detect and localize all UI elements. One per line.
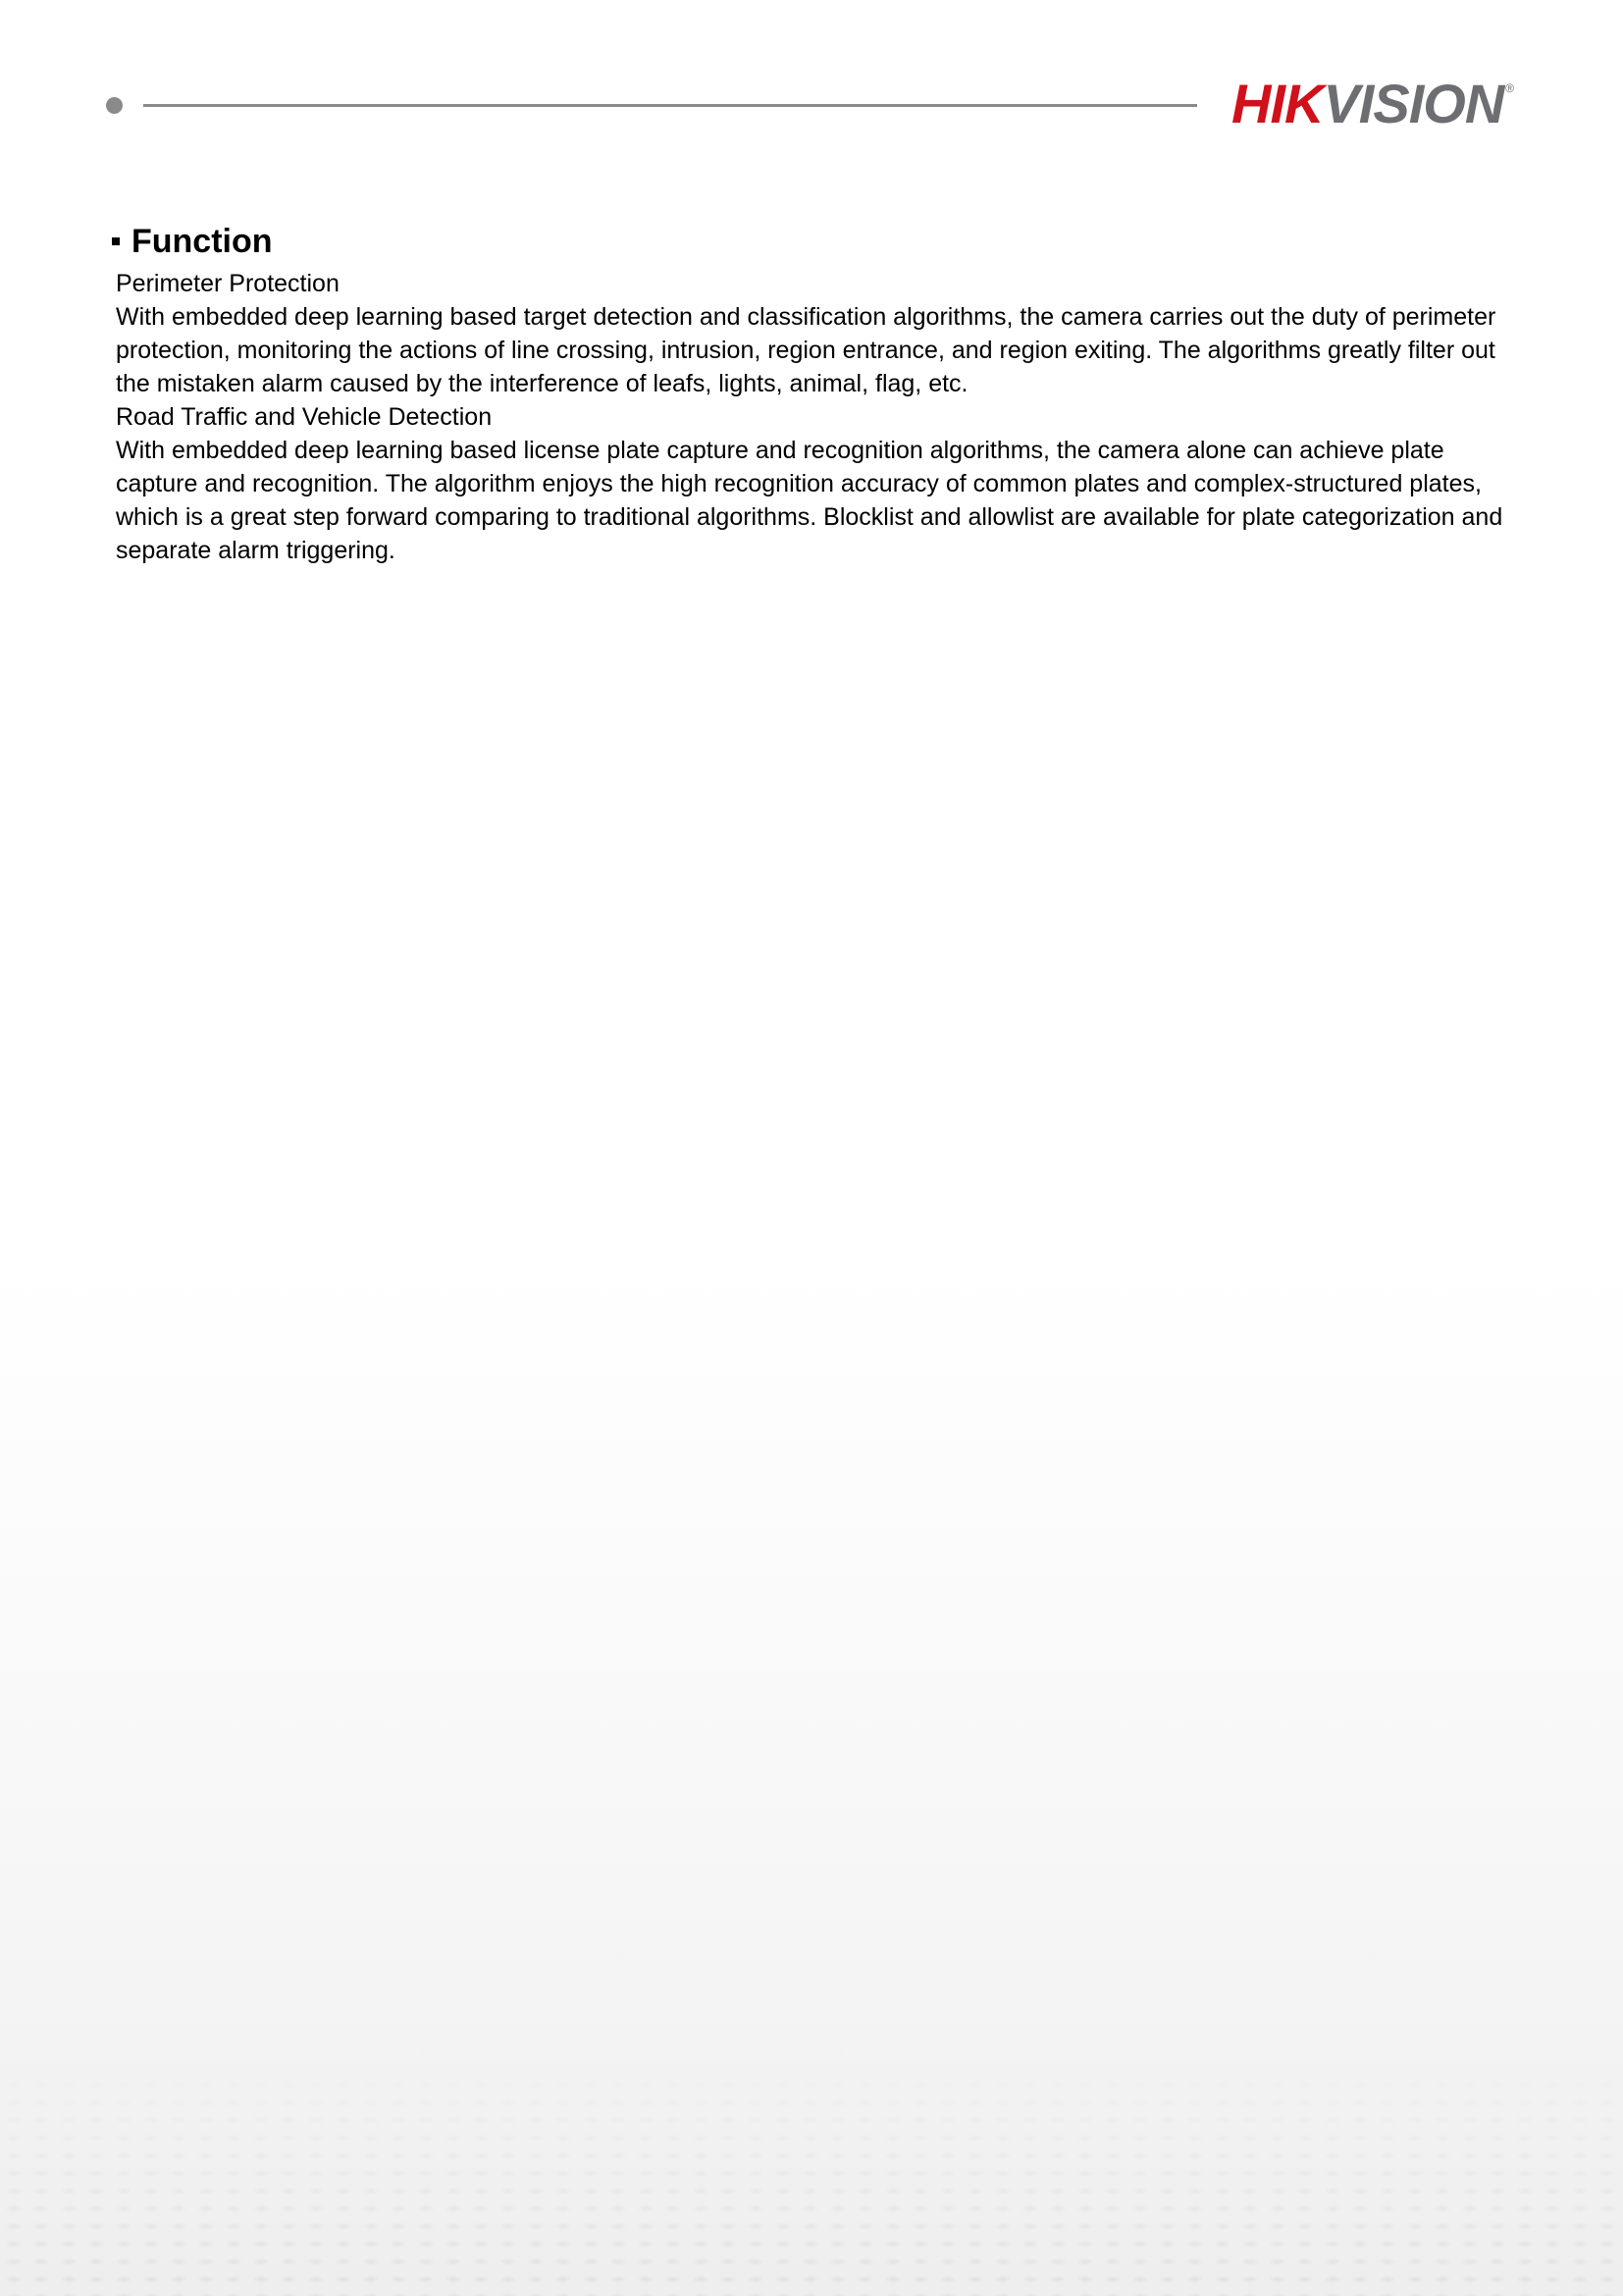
paragraph-perimeter: With embedded deep learning based target detection and classification algorithms, the camera carries out the duty of perimeter protection, monitoring the actions of line crossing, intrusion, region entrance, and region exiting. The algorithms greatly filter out the mistaken alarm caused by the interference of leafs, lights, animal, flag, etc. [116,303,1496,397]
header-rule [143,104,1197,107]
paragraph-road-traffic: With embedded deep learning based license plate capture and recognition algorithms, the camera alone can achieve plate capture and recognition. The algorithm enjoys the high recognition accuracy of common plates and complex-structured plates, which is a great step forward comparing to traditional algorithms. Blocklist and allowlist are available for plate categorization and separate alarm triggering. [116,437,1503,564]
square-bullet-icon [112,237,120,245]
logo-vision-text: VISION [1323,73,1504,134]
background-dot-pattern [0,2041,1623,2296]
subsection-title-perimeter: Perimeter Protection [116,270,340,297]
hikvision-logo [1231,75,1513,133]
subsection-title-road-traffic: Road Traffic and Vehicle Detection [116,403,493,431]
page-header [0,0,1623,147]
section-heading [110,218,1503,265]
main-content [110,218,1503,567]
registered-mark: ® [1505,81,1514,95]
header-dot-icon [106,97,123,114]
logo-hik-text: HIK [1231,73,1324,134]
section-title-text: Function [131,223,273,260]
